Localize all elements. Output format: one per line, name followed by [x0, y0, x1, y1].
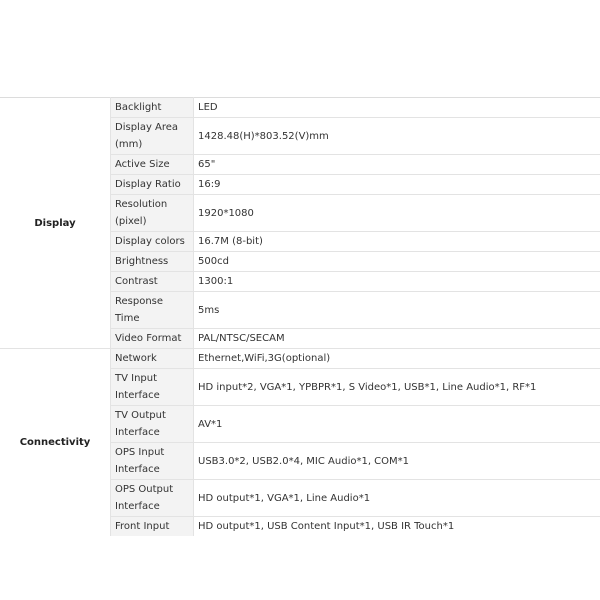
spec-value: 1428.48(H)*803.52(V)mm — [194, 118, 600, 155]
spec-label: Network — [111, 349, 194, 369]
spec-value: 5ms — [194, 292, 600, 329]
spec-label: OPS Output Interface — [111, 480, 194, 517]
spec-value: 16.7M (8-bit) — [194, 232, 600, 252]
spec-value: Ethernet,WiFi,3G(optional) — [194, 349, 600, 369]
spec-label: Active Size — [111, 155, 194, 175]
spec-label: Response Time — [111, 292, 194, 329]
spec-label: OPS Input Interface — [111, 443, 194, 480]
spec-value: PAL/NTSC/SECAM — [194, 329, 600, 349]
spec-value: 16:9 — [194, 175, 600, 195]
spec-row — [0, 349, 600, 369]
spec-value: 1300:1 — [194, 272, 600, 292]
spec-value: AV*1 — [194, 406, 600, 443]
spec-label: Video Format — [111, 329, 194, 349]
spec-value: LED — [194, 98, 600, 118]
category-connectivity: Connectivity — [0, 349, 111, 537]
spec-label: Backlight — [111, 98, 194, 118]
category-display: Display — [0, 98, 111, 349]
spec-label: Display colors — [111, 232, 194, 252]
spec-label: Front Input — [111, 517, 194, 537]
spec-label: Display Area (mm) — [111, 118, 194, 155]
spec-value: 1920*1080 — [194, 195, 600, 232]
spec-table — [0, 97, 600, 536]
spec-value: HD output*1, VGA*1, Line Audio*1 — [194, 480, 600, 517]
spec-value: 500cd — [194, 252, 600, 272]
spec-label: TV Input Interface — [111, 369, 194, 406]
spec-label: TV Output Interface — [111, 406, 194, 443]
spec-label: Resolution (pixel) — [111, 195, 194, 232]
spec-value: HD input*2, VGA*1, YPBPR*1, S Video*1, USB*1, Line Audio*1, RF*1 — [194, 369, 600, 406]
spec-label: Contrast — [111, 272, 194, 292]
spec-label: Brightness — [111, 252, 194, 272]
spec-value: HD output*1, USB Content Input*1, USB IR Touch*1 — [194, 517, 600, 537]
spec-label: Display Ratio — [111, 175, 194, 195]
spec-value: USB3.0*2, USB2.0*4, MIC Audio*1, COM*1 — [194, 443, 600, 480]
spec-value: 65" — [194, 155, 600, 175]
spec-row — [0, 98, 600, 118]
